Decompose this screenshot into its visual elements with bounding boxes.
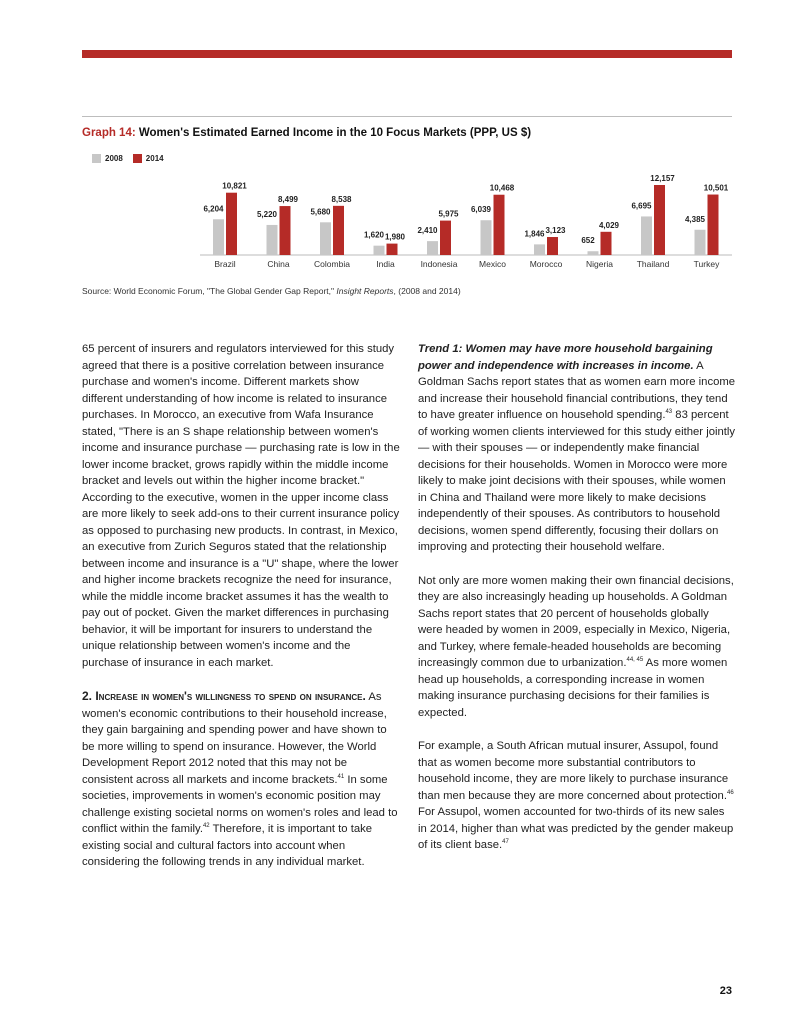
graph-title xyxy=(82,127,531,139)
category-label-mexico: Mexico xyxy=(479,259,506,269)
category-label-brazil: Brazil xyxy=(214,259,236,269)
left-paragraph-2 xyxy=(82,688,400,871)
left-paragraph-1: 65 percent of insurers and regulators interviewed for this study agreed that there is a positive correlation between insurance purchase and women's income. Different markets show different understanding of how income is related to insurance purchases. In Morocco, an executive from Wafa Insurance stated, "There is an S shape relationship between women's income and insurance purchase — purchasing rate is low in the lower income bracket, grows rapidly within the middle income bracket and levels out within the higher income bracket." According to the executive, women in the upper income class are more likely to seek add-ons to their current insurance policy as opposed to purchasing new products. In contrast, in Mexico, an executive from Zurich Seguros stated that the relationship between income and insurance is a "U" shape, where the lower and higher income brackets recognize the need for insurance, while the middle income bracket assumes it has the wealth to pay out of pocket. Given the market differences in purchasing behavior, it will be important for insurers to understand the unique relationship between women's income and the purchase of insurance in each market. xyxy=(82,343,400,669)
bar-mexico-2008 xyxy=(481,220,492,255)
source-italic: Insight Reports xyxy=(336,286,394,296)
category-label-colombia: Colombia xyxy=(314,259,350,269)
category-label-thailand: Thailand xyxy=(636,259,670,269)
category-label-nigeria: Nigeria xyxy=(586,259,613,269)
legend-swatch-2008 xyxy=(92,154,101,163)
bar-india-2008 xyxy=(374,246,385,255)
right-paragraph-3 xyxy=(418,738,736,854)
income-bar-chart xyxy=(82,168,732,270)
legend-item-2008 xyxy=(92,154,123,163)
bar-brazil-2014 xyxy=(226,193,237,255)
bar-colombia-2008 xyxy=(320,222,331,255)
header-accent-bar xyxy=(82,50,732,58)
bar-thailand-2014 xyxy=(654,185,665,255)
bar-morocco-2008 xyxy=(534,244,545,255)
right-p2-text-b: As more women head up households, a corresponding increase in women making insurance purchasing decisions for their families is expected. xyxy=(418,657,728,719)
left-p2-text-a: As women's economic contributions to their household increase, they gain bargaining and spending power and have shown to be more willing to spend on insurance. However, the World Development Report 2012 noted that this may not be consistent across all markets and income brackets. xyxy=(82,691,387,786)
right-text-column xyxy=(418,341,736,871)
right-p3-text-b: For Assupol, women accounted for two-thirds of its new sales in 2014, higher than what was predicted by the gender makeup of its client base. xyxy=(418,806,734,851)
value-label-brazil-2008: 6,204 xyxy=(203,204,224,214)
trend-1-heading: Trend 1: Women may have more household bargaining power and independence with increases in income. xyxy=(418,343,713,372)
right-p3-text-a: For example, a South African mutual insurer, Assupol, found that as women become more substantial contributors to household income, they are more likely to purchase insurance than men because they are more concerned about protection. xyxy=(418,740,729,802)
bar-nigeria-2014 xyxy=(601,232,612,255)
bar-mexico-2014 xyxy=(494,195,505,255)
right-paragraph-2 xyxy=(418,573,736,722)
bar-brazil-2008 xyxy=(213,219,224,255)
bar-china-2014 xyxy=(280,206,291,255)
category-label-india: India xyxy=(376,259,395,269)
right-p1-text-a: A Goldman Sachs report states that as women earn more income and increase their household financial contributions, they tend to have greater influence on household spending. xyxy=(418,359,736,421)
legend-label-2014: 2014 xyxy=(145,154,164,163)
chart-source-note xyxy=(82,286,461,296)
category-label-morocco: Morocco xyxy=(529,259,563,269)
value-label-morocco-2008: 1,846 xyxy=(524,229,545,239)
footnote-ref-42: 42 xyxy=(202,823,210,830)
value-label-colombia-2014: 8,538 xyxy=(331,194,352,204)
value-label-thailand-2014: 12,157 xyxy=(650,174,675,183)
source-text: Source: World Economic Forum, "The Global Gender Gap Report," xyxy=(82,286,337,296)
source-suffix: , (2008 and 2014) xyxy=(393,286,461,296)
legend-swatch-2014 xyxy=(133,154,142,163)
value-label-brazil-2014: 10,821 xyxy=(222,181,247,191)
value-label-china-2008: 5,220 xyxy=(256,209,278,219)
footnote-ref-43: 43 xyxy=(665,409,673,416)
value-label-indonesia-2014: 5,975 xyxy=(438,209,459,219)
footnote-ref-46: 46 xyxy=(726,789,734,796)
value-label-mexico-2008: 6,039 xyxy=(470,205,492,215)
category-label-china: China xyxy=(267,259,290,269)
graph-label: Graph 14: xyxy=(82,127,136,139)
section-heading-2: 2. Increase in women's willingness to spend on insurance. xyxy=(82,689,366,703)
value-label-colombia-2008: 5,680 xyxy=(310,207,331,217)
value-label-thailand-2008: 6,695 xyxy=(631,201,652,211)
legend-item-2014 xyxy=(133,154,164,163)
value-label-india-2008: 1,620 xyxy=(363,230,385,240)
bar-indonesia-2014 xyxy=(440,221,451,255)
right-p1-text-b: 83 percent of working women clients interviewed for this study either jointly — with their spouses — or independently make financial decisions for their households. Women in Morocco were more likely to make joint decisions with their spouses, while women in China and Thailand were more likely to make decisions independently of their spouses. As contributors to household decisions, women spend differently, focusing their dollars on improving and protecting their household welfare. xyxy=(418,409,736,553)
bar-turkey-2014 xyxy=(708,195,719,255)
value-label-nigeria-2014: 4,029 xyxy=(598,220,620,230)
footnote-ref-41: 41 xyxy=(337,773,345,780)
section-divider xyxy=(82,116,732,117)
bar-colombia-2014 xyxy=(333,206,344,255)
bar-thailand-2008 xyxy=(641,216,652,255)
footnote-ref-44-45: 44, 45 xyxy=(626,657,644,664)
bar-china-2008 xyxy=(267,225,278,255)
value-label-india-2014: 1,980 xyxy=(384,232,406,242)
left-p2-text-c: Therefore, it is important to take existing social and cultural factors into account when considering the following trends in any individual market. xyxy=(82,823,373,868)
chart-legend xyxy=(92,154,164,163)
value-label-china-2014: 8,499 xyxy=(277,195,299,205)
footnote-ref-47: 47 xyxy=(502,839,509,846)
bar-india-2014 xyxy=(387,244,398,255)
bar-turkey-2008 xyxy=(695,230,706,255)
left-p2-text-b: In some societies, improvements in women's economic position may challenge existing societal norms on women's roles and lead to conflict within the family. xyxy=(82,773,398,835)
right-paragraph-1 xyxy=(418,341,736,556)
value-label-indonesia-2008: 2,410 xyxy=(417,226,438,236)
bar-indonesia-2008 xyxy=(427,241,438,255)
bar-nigeria-2008 xyxy=(588,251,599,255)
value-label-turkey-2014: 10,501 xyxy=(703,183,729,193)
category-label-indonesia: Indonesia xyxy=(420,259,458,269)
value-label-turkey-2008: 4,385 xyxy=(684,214,706,224)
bar-morocco-2014 xyxy=(547,237,558,255)
legend-label-2008: 2008 xyxy=(105,154,123,163)
value-label-nigeria-2008: 652 xyxy=(581,236,595,246)
value-label-morocco-2014: 3,123 xyxy=(545,226,566,236)
right-p2-text-a: Not only are more women making their own financial decisions, they are also increasingly heading up households. A Goldman Sachs report states that 20 percent of households globally were headed by women in 2009, especially in Mexico, Nigeria, and Turkey, where female-headed households are becoming increasingly common due to urbanization. xyxy=(418,574,734,669)
page-number: 23 xyxy=(719,985,732,997)
left-text-column xyxy=(82,341,400,888)
graph-title-text: Women's Estimated Earned Income in the 10 Focus Markets (PPP, US $) xyxy=(138,127,532,139)
category-label-turkey: Turkey xyxy=(693,259,720,269)
value-label-mexico-2014: 10,468 xyxy=(489,183,515,193)
